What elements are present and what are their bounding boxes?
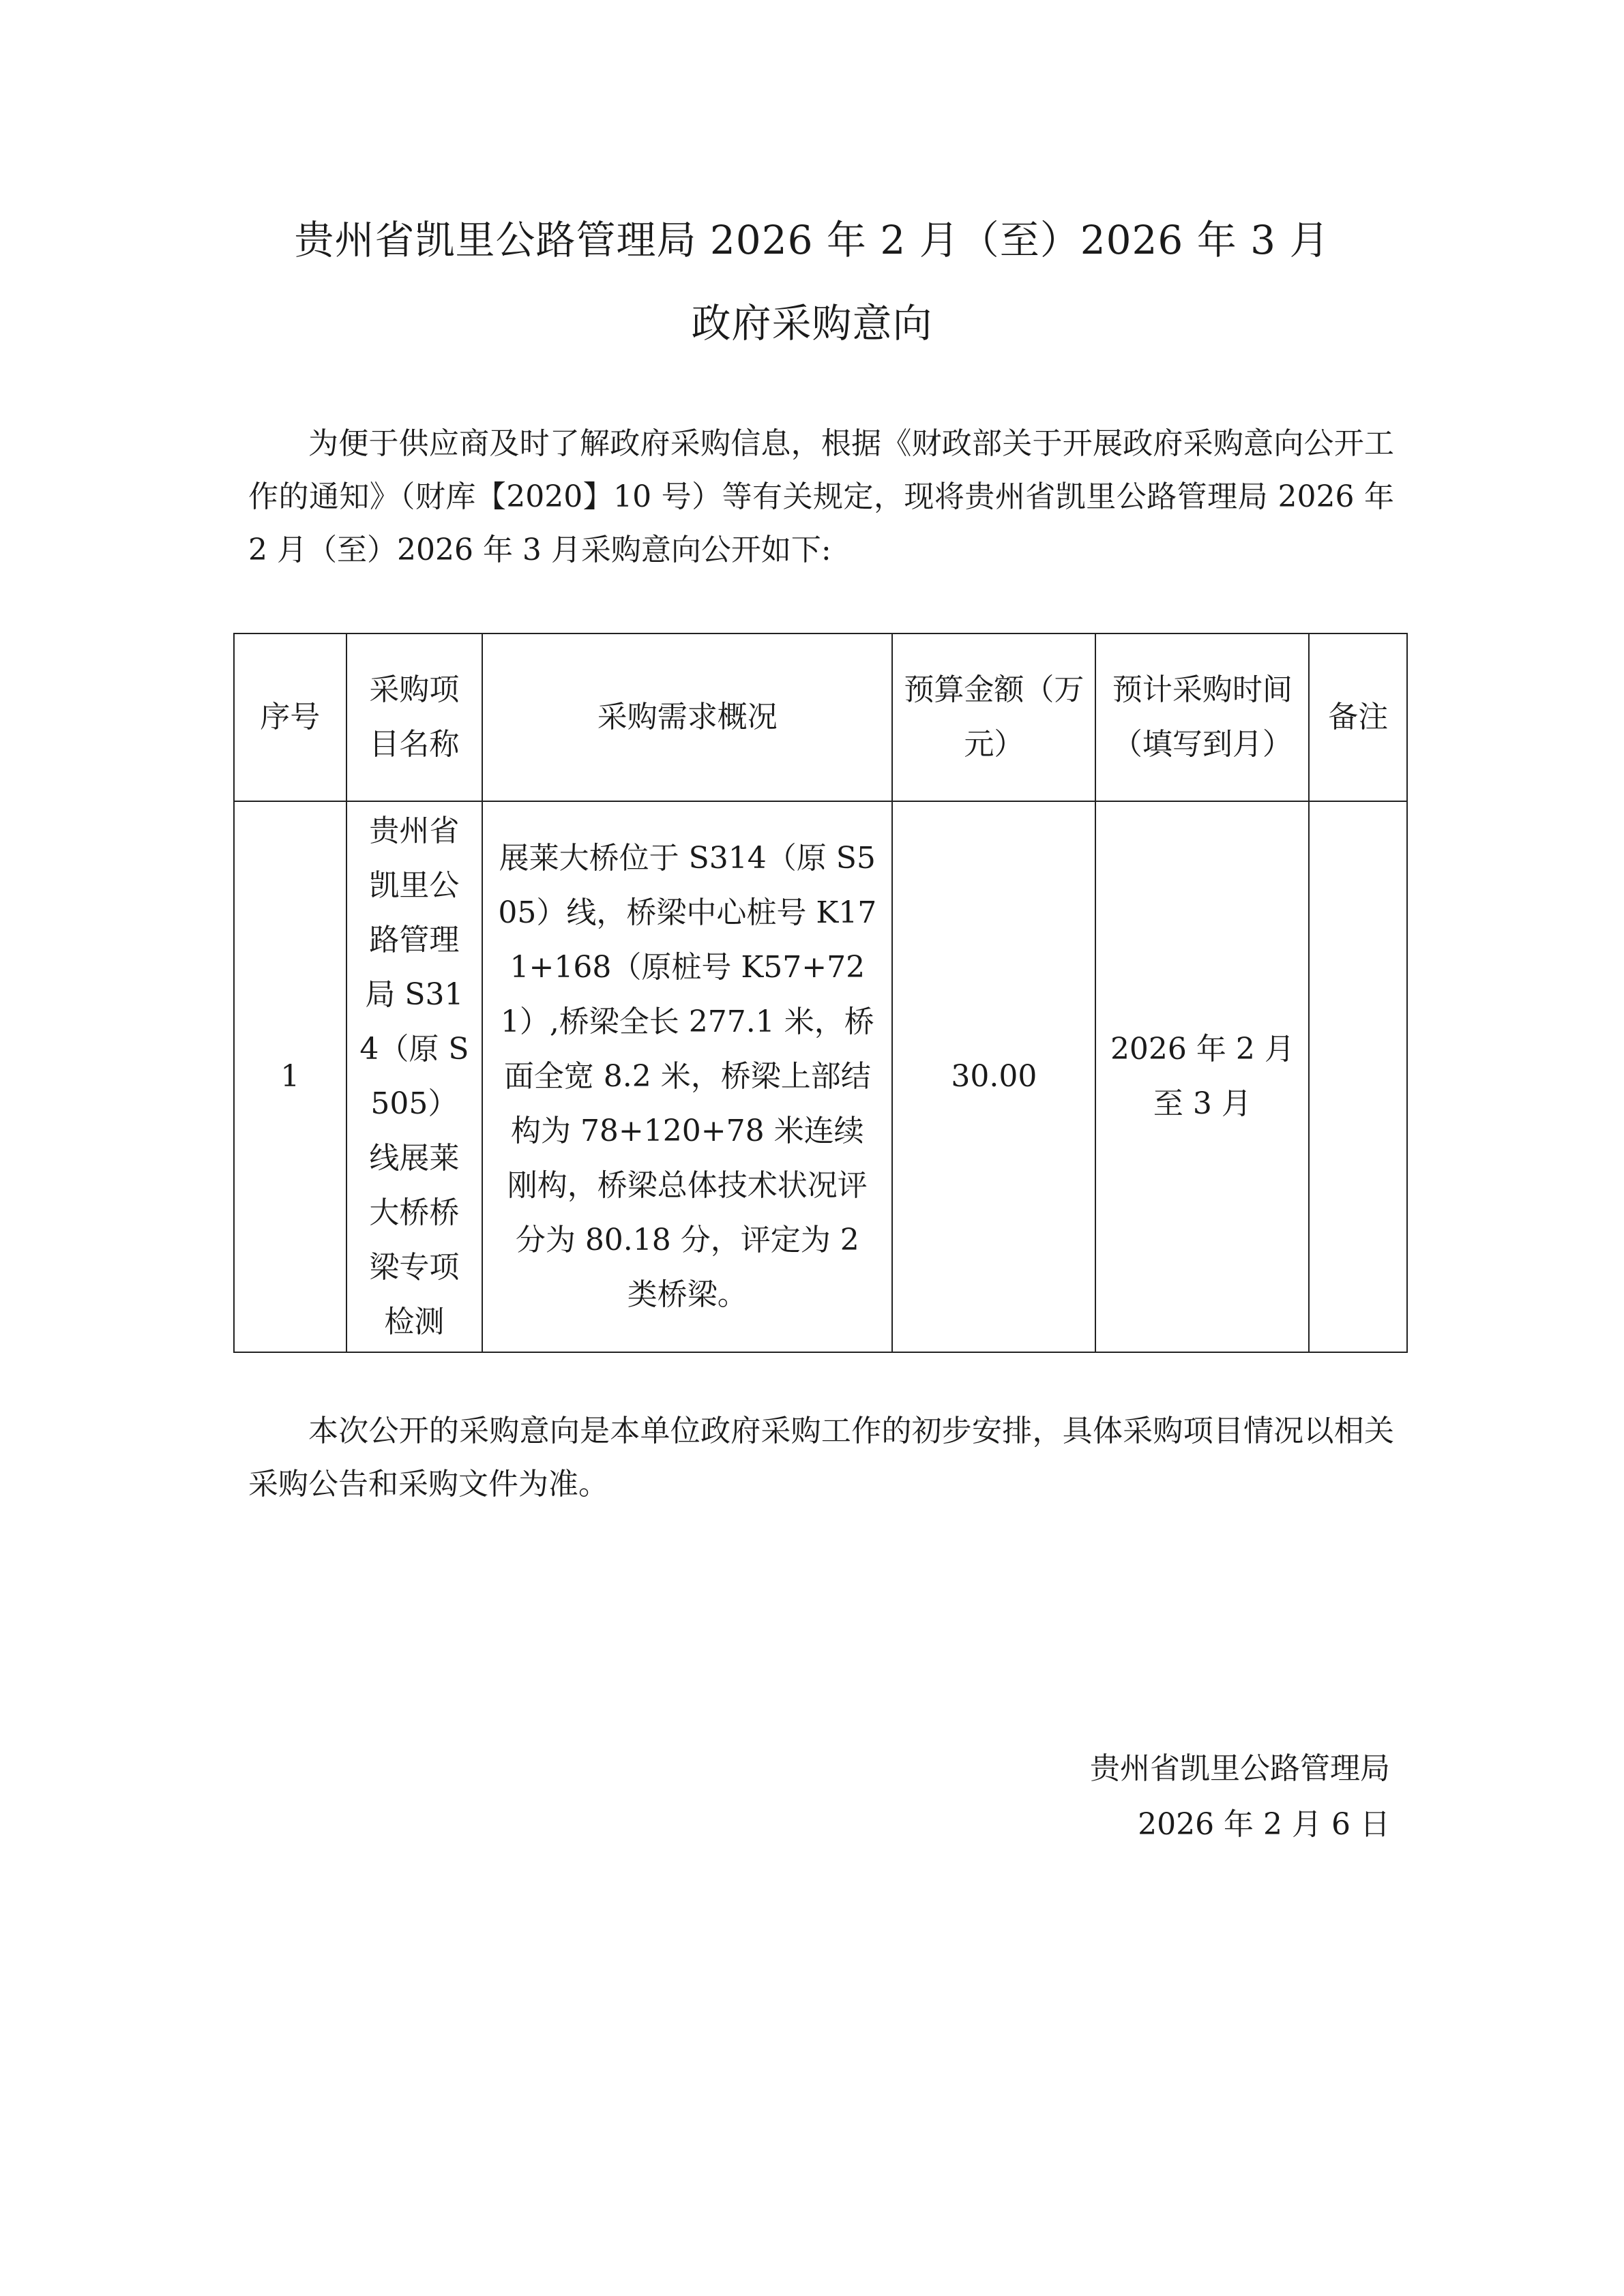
outro-paragraph: 本次公开的采购意向是本单位政府采购工作的初步安排，具体采购项目情况以相关采购公告和采购文件为准。 bbox=[248, 1414, 1394, 1502]
cell-project-name: 贵州省凯里公路管理局 S314（原 S505）线展莱大桥桥梁专项检测 bbox=[346, 801, 483, 1352]
table-header-row bbox=[234, 633, 1407, 801]
cell-no: 1 bbox=[234, 801, 346, 1352]
procurement-table bbox=[233, 633, 1408, 1353]
intro-paragraph: 为便于供应商及时了解政府采购信息，根据《财政部关于开展政府采购意向公开工作的通知》（财库【2020】10 号）等有关规定，现将贵州省凯里公路管理局 2026 年 2 月（至）2026 年 3 月采购意向公开如下: bbox=[248, 426, 1394, 567]
cell-note bbox=[1309, 801, 1407, 1352]
document-title-line1: 贵州省凯里公路管理局 2026 年 2 月（至）2026 年 3 月 bbox=[294, 217, 1330, 263]
cell-time: 2026 年 2 月至 3 月 bbox=[1095, 801, 1309, 1352]
header-time: 预计采购时间（填写到月） bbox=[1095, 633, 1309, 801]
header-note: 备注 bbox=[1309, 633, 1407, 801]
header-requirement: 采购需求概况 bbox=[482, 633, 892, 801]
signature-date: 2026 年 2 月 6 日 bbox=[1138, 1807, 1390, 1842]
signature-organization: 贵州省凯里公路管理局 bbox=[1090, 1751, 1390, 1786]
header-project-name: 采购项目名称 bbox=[346, 633, 483, 801]
document-title-line2: 政府采购意向 bbox=[691, 300, 933, 346]
cell-requirement: 展莱大桥位于 S314（原 S505）线，桥梁中心桩号 K171+168（原桩号 K57+721）,桥梁全长 277.1 米，桥面全宽 8.2 米，桥梁上部结构为 78+120+78 米连续刚构，桥梁总体技术状况评分为 80.18 分，评定为 2 类桥梁。 bbox=[482, 801, 892, 1352]
header-budget: 预算金额（万元） bbox=[892, 633, 1095, 801]
header-no: 序号 bbox=[234, 633, 346, 801]
cell-budget: 30.00 bbox=[892, 801, 1095, 1352]
table-row bbox=[234, 801, 1407, 1352]
